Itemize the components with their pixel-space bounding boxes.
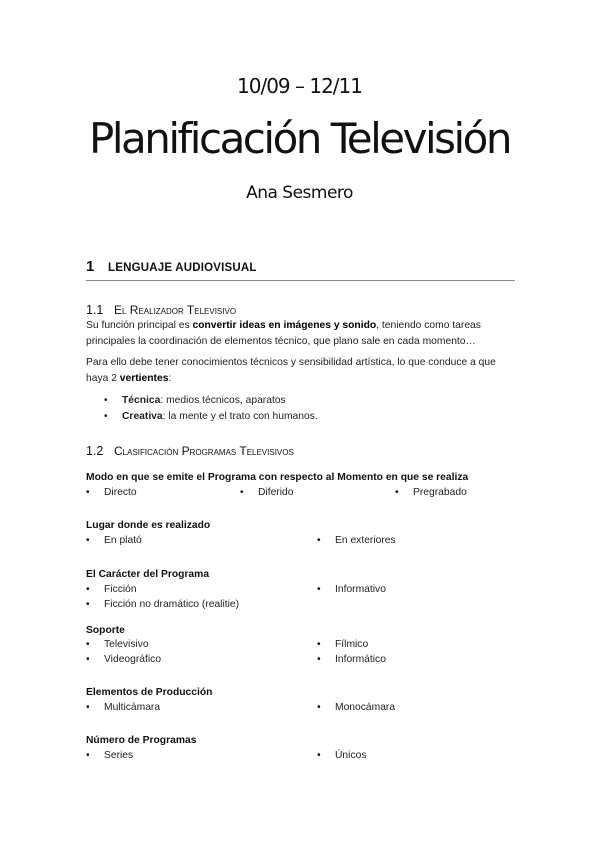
paragraph-funcion xyxy=(86,318,516,350)
list-item-term: Creativa xyxy=(122,411,163,422)
list-item-text: : medios técnicos, aparatos xyxy=(160,395,286,406)
list-item: • Monocámara xyxy=(317,702,395,713)
group-title-modo: Modo en que se emite el Programa con respecto al Momento en que se realiza xyxy=(86,472,469,483)
subsection-number: 1.2 xyxy=(86,444,104,458)
paragraph-text: Su función principal es xyxy=(86,320,193,331)
list-item: • Televisivo xyxy=(86,639,149,650)
section-heading-lenguaje xyxy=(86,258,515,281)
list-item: • Pregrabado xyxy=(395,487,467,498)
date-range: 10/09 – 12/11 xyxy=(237,74,362,98)
paragraph-emphasis: vertientes xyxy=(119,373,169,384)
list-item: • Fílmico xyxy=(317,639,368,650)
list-item: • En plató xyxy=(86,535,142,546)
list-item: • Videográfico xyxy=(86,654,161,665)
list-item-term: Técnica xyxy=(122,395,161,406)
list-item: • Directo xyxy=(86,487,137,498)
group-title-lugar: Lugar donde es realizado xyxy=(86,520,211,531)
list-item: • Diferido xyxy=(240,487,293,498)
subsection-heading-clasificacion xyxy=(86,444,294,458)
list-item: • En exteriores xyxy=(317,535,396,546)
list-item: • Únicos xyxy=(317,750,366,761)
group-title-soporte: Soporte xyxy=(86,625,125,636)
paragraph-text: : xyxy=(168,373,172,384)
paragraph-emphasis: convertir ideas en imágenes y sonido xyxy=(192,320,377,331)
section-number: 1 xyxy=(86,258,95,275)
group-title-caracter: El Carácter del Programa xyxy=(86,569,210,580)
subsection-title: Clasificación Programas Televisivos xyxy=(114,444,294,458)
paragraph-text: , teniendo como tareas principales la coordinación de elementos técnico, que plano sale en cada momento… xyxy=(86,320,481,347)
list-item: • Informativo xyxy=(317,584,386,595)
vertientes-list xyxy=(104,393,318,425)
list-item: • Informático xyxy=(317,654,386,665)
subsection-heading-realizador xyxy=(86,303,236,317)
list-item: • Multicámara xyxy=(86,702,160,713)
list-item xyxy=(104,393,318,409)
document-title: Planificación Televisión xyxy=(89,114,510,163)
list-item: • Ficción xyxy=(86,584,137,595)
list-item: • Ficción no dramático (realitie) xyxy=(86,599,239,610)
subsection-title: El Realizador Televisivo xyxy=(114,303,237,317)
paragraph-vertientes xyxy=(86,355,516,387)
author-name: Ana Sesmero xyxy=(246,183,353,203)
list-item: • Series xyxy=(86,750,133,761)
group-title-numero: Número de Programas xyxy=(86,735,197,746)
list-item-text: : la mente y el trato con humanos. xyxy=(162,411,318,422)
subsection-number: 1.1 xyxy=(86,303,104,317)
list-item xyxy=(104,409,318,425)
group-title-elementos: Elementos de Producción xyxy=(86,687,213,698)
paragraph-text: Para ello debe tener conocimientos técnicos y sensibilidad artística, lo que conduce a que haya 2 xyxy=(86,357,496,384)
section-title: LENGUAJE AUDIOVISUAL xyxy=(108,262,257,274)
